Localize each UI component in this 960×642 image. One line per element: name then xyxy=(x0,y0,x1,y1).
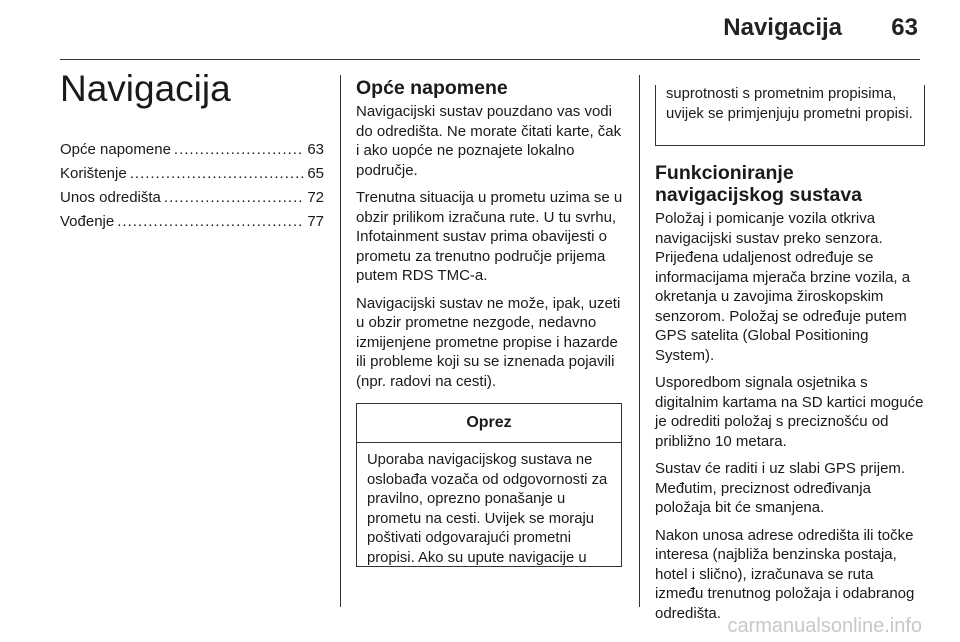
toc-entry-page: 72 xyxy=(307,189,324,206)
caution-text: Uporaba navigacijskog sustava ne oslobađa vozača od odgovornosti za pravilno, oprezno ponašanje u prometu na cesti. Uvijek se moraju poštivati odgovarajući prometni propisi. Ako su upute navigacije u xyxy=(367,452,608,566)
toc-entry[interactable] xyxy=(60,138,324,162)
toc-entry[interactable] xyxy=(60,162,324,186)
toc-entry-label: Unos odredišta xyxy=(60,189,161,206)
toc-entry-label: Vođenje xyxy=(60,213,115,230)
toc-entry[interactable] xyxy=(60,210,324,234)
toc-column xyxy=(60,68,324,234)
body-paragraph: Navigacijski sustav pouzdano vas vodi do odredišta. Ne morate čitati karte, čak i ako uopće ne poznajete lokalno područje. xyxy=(356,103,622,179)
page-number: 63 xyxy=(891,14,918,41)
section-heading: Opće napomene xyxy=(356,77,508,99)
body-paragraph: Navigacijski sustav ne može, ipak, uzeti u obzir prometne nezgode, nedavno izmijenjene prometne propise i hazarde ili probleme koji su se iznenada pojavili (npr. radovi na cesti). xyxy=(356,294,621,390)
chapter-title: Navigacija xyxy=(60,68,231,109)
caution-continuation: suprotnosti s prometnim propisima, uvijek se primjenjuju prometni propisi. xyxy=(655,85,925,146)
caution-title: Oprez xyxy=(357,404,621,443)
section-heading: Funkcioniranje navigacijskog sustava xyxy=(655,162,863,206)
body-paragraph: Nakon unosa adrese odredišta ili točke interesa (najbliža benzinska postaja, hotel i slično), izračunava se ruta između trenutnog položaja i odabranog odredišta. xyxy=(655,526,915,622)
toc-entry-label: Korištenje xyxy=(60,165,127,182)
body-paragraph: Sustav će raditi i uz slabi GPS prijem. Međutim, preciznost određivanja položaja bit će smanjena. xyxy=(655,460,906,516)
toc-leader-dots xyxy=(174,138,304,162)
toc-entry-page: 65 xyxy=(307,165,324,182)
body-paragraph: Trenutna situacija u prometu uzima se u obzir prilikom izračuna rute. U tu svrhu, Infotainment sustav prima obavijesti o prometu za trenutno područje prijema putem RDS TMC-a. xyxy=(356,189,623,284)
body-paragraph: Usporedbom signala osjetnika s digitalnim kartama na SD kartici moguće je odrediti položaj s preciznošću od približno 10 metara. xyxy=(655,374,924,450)
toc-leader-dots xyxy=(130,162,305,186)
toc-leader-dots xyxy=(164,186,304,210)
right-column xyxy=(655,85,925,631)
running-header-title: Navigacija xyxy=(723,14,842,41)
toc-entry-label: Opće napomene xyxy=(60,141,171,158)
toc-entry-page: 77 xyxy=(307,213,324,230)
column-divider xyxy=(639,75,640,607)
column-divider xyxy=(340,75,341,607)
body-paragraph: Položaj i pomicanje vozila otkriva navigacijski sustav preko senzora. Prijeđena udaljenost određuje se informacijama mjerača brzine vozila, a okretanja u zavojima žiroskopskim senzorom. Položaj se određuje putem GPS satelita (Global Positioning System). xyxy=(655,210,911,364)
toc-entry-page: 63 xyxy=(307,141,324,158)
watermark: carmanualsonline.info xyxy=(727,615,922,637)
header-divider xyxy=(60,59,920,60)
caution-box xyxy=(356,403,622,567)
toc-leader-dots xyxy=(117,210,304,234)
toc-entry[interactable] xyxy=(60,186,324,210)
middle-column xyxy=(356,77,624,567)
